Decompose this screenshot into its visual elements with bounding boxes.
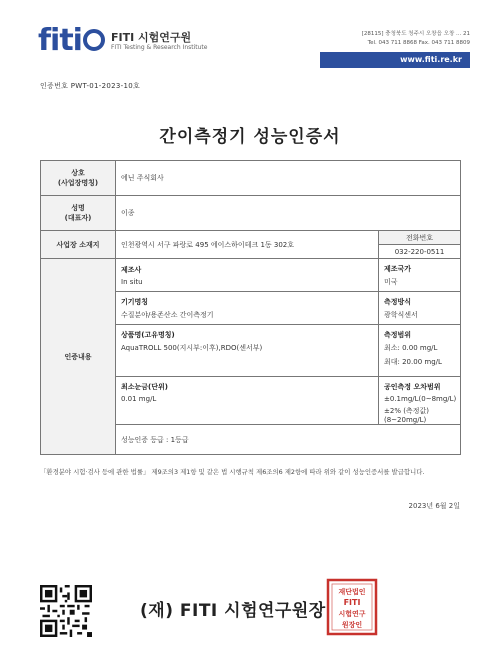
fiti-logo (38, 23, 208, 58)
manufacturer-cell (116, 259, 379, 292)
ceo-label: 성명 (대표자) (41, 196, 116, 231)
table-row (41, 259, 461, 292)
svg-text:FITI: FITI (343, 598, 361, 607)
range-cell (379, 325, 461, 377)
manufacturer-title: 제조사 (121, 265, 142, 274)
website-bar (320, 52, 470, 68)
error-value-1: ±0.1mg/L(0~8mg/L) (384, 395, 457, 403)
location-label: 사업장 소재지 (41, 231, 116, 259)
min-unit-value: 0.01 mg/L (121, 395, 157, 403)
address-line: [28115] 충청북도 청주시 오창읍 오창 ... 21 (361, 31, 470, 37)
svg-text:재단법인: 재단법인 (338, 588, 366, 596)
institute-address (362, 30, 470, 48)
certificate-table (40, 160, 461, 455)
ceo-value: 이종 (116, 196, 461, 231)
fiti-logo-mark: fiti (38, 26, 105, 56)
min-unit-title: 최소눈금(단위) (121, 383, 168, 391)
min-unit-cell (116, 377, 379, 425)
certificate-number (40, 81, 140, 91)
table-row (41, 196, 461, 231)
grade-cell: 성능인증 등급 : 1등급 (116, 425, 461, 455)
issue-date: 2023년 6월 2일 (408, 502, 460, 510)
document-title: 간이측정기 성능인증서 (159, 127, 341, 147)
contact-line: Tel. 043 711 8868 Fax. 043 711 8809 (367, 40, 470, 46)
table-row (41, 161, 461, 196)
device-value: 수질분야/용존산소 간이측정기 (121, 310, 214, 319)
certificate-number-label: 인증번호 (40, 82, 69, 90)
location-value: 인천광역시 서구 파랑로 495 에이스하이테크 1동 302호 (116, 231, 379, 259)
official-seal (326, 578, 378, 636)
website-url: www.fiti.re.kr (400, 55, 462, 64)
content-label: 인증내용 (41, 259, 116, 455)
institute-subtitle: FITI Testing & Research Institute (110, 43, 208, 51)
phone-value: 032-220-0511 (379, 245, 461, 259)
issuer-name: (재) FITI 시험연구원장 (140, 601, 326, 621)
product-value: AquaTROLL 500(지시부:이후),RDO(센서부) (121, 344, 263, 352)
method-value: 광학식센서 (384, 310, 418, 319)
device-title: 기기명칭 (121, 297, 149, 306)
svg-text:시험연구: 시험연구 (338, 610, 366, 618)
institute-name: FITI 시험연구원 (110, 30, 192, 44)
method-cell (379, 292, 461, 325)
country-value: 미국 (384, 277, 398, 286)
qr-code (40, 585, 92, 637)
certificate-number-value: PWT-01-2023-10호 (70, 82, 141, 90)
country-title: 제조국가 (384, 264, 412, 273)
device-cell (116, 292, 379, 325)
error-cell (379, 377, 461, 425)
company-label: 상호 (사업장명칭) (41, 161, 116, 196)
svg-text:원장인: 원장인 (341, 621, 363, 629)
range-title: 측정범위 (384, 331, 412, 339)
phone-label: 전화번호 (379, 231, 461, 245)
product-title: 상품명(고유명칭) (121, 331, 175, 339)
product-cell (116, 325, 379, 377)
range-min: 최소: 0.00 mg/L (384, 344, 438, 352)
legal-footnote: 「환경분야 시험·검사 등에 관한 법률」 제9조의3 제1항 및 같은 법 시행규칙 제6조의6 제2항에 따라 위와 같이 성능인증서를 발급합니다. (40, 468, 425, 476)
table-row (41, 231, 461, 245)
range-max: 최대: 20.00 mg/L (384, 358, 442, 366)
manufacturer-value: In situ (121, 277, 143, 286)
country-cell (379, 259, 461, 292)
error-title: 공인측정 오차범위 (384, 383, 441, 391)
error-value-2: ±2% (측정값)(8~20mg/L) (384, 407, 429, 424)
method-title: 측정방식 (384, 297, 412, 306)
company-value: 에닌 주식회사 (116, 161, 461, 196)
